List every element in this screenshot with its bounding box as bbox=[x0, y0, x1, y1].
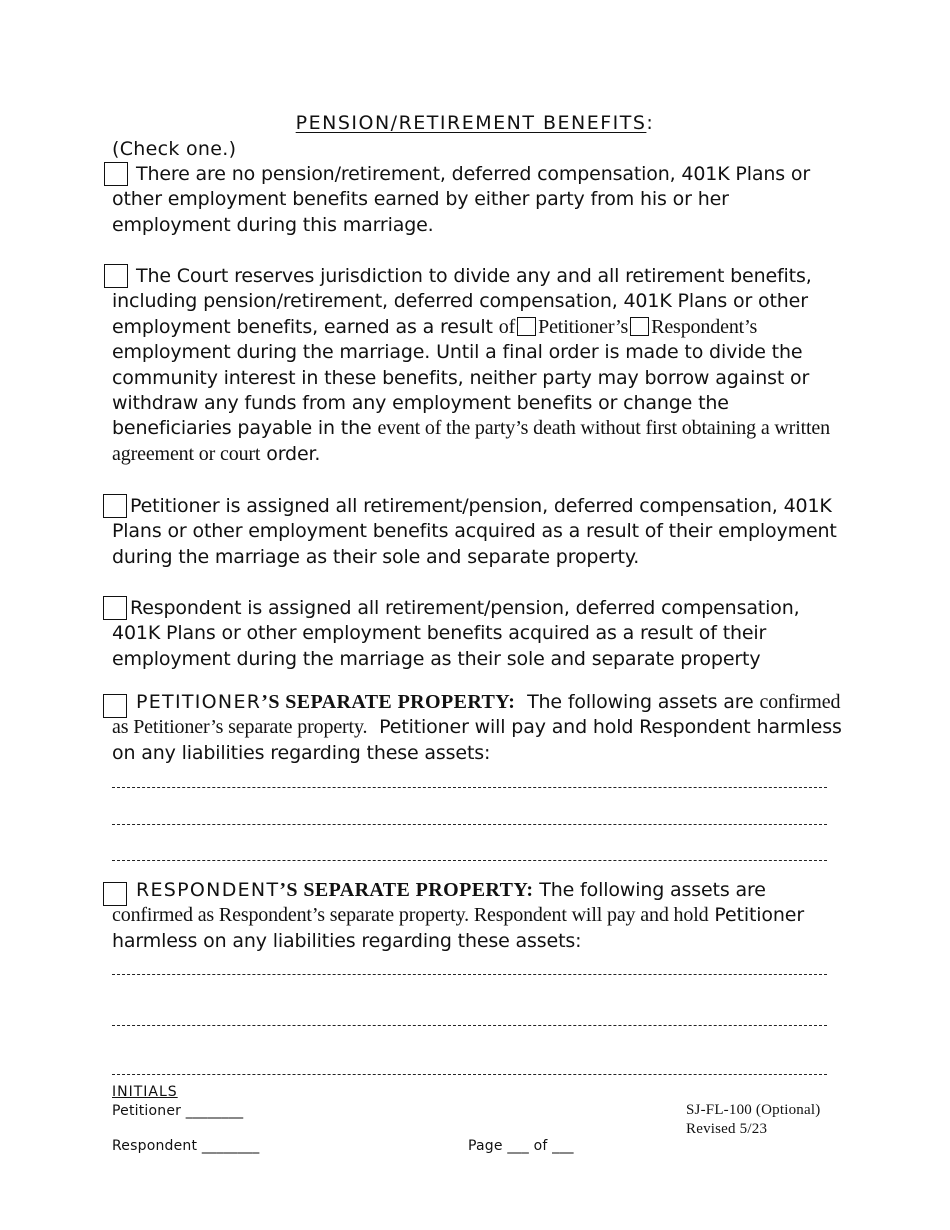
petitioner-property-title-caps: PETITIONER bbox=[136, 691, 262, 713]
court-reserves-part2: employment during the marriage. Until a final order is made to divide the community interest in these benefits, neither party may borrow against or withdraw any funds from any employment benefits or change the beneficiaries payable in the bbox=[112, 341, 810, 440]
respondent-property-rest: Petitioner harmless on any liabilities regarding these assets: bbox=[112, 904, 804, 952]
petitioner-asset-line-2[interactable] bbox=[112, 824, 827, 825]
respondent-property-confirmed: confirmed as Respondent’s separate property. Respondent will pay and hold bbox=[112, 904, 709, 927]
petitioners-employment-checkbox[interactable] bbox=[517, 317, 536, 336]
petitioner-assigned-text: Petitioner is assigned all retirement/pension, deferred compensation, 401K Plans or other employment benefits acquired as a result of their employment during the marriage as their sole and separate property. bbox=[112, 495, 837, 568]
respondent-asset-line-3[interactable] bbox=[112, 1074, 827, 1075]
check-one-instruction: (Check one.) bbox=[112, 138, 237, 160]
section-heading-text: PENSION/RETIREMENT BENEFITS bbox=[295, 112, 647, 134]
petitioners-label: Petitioner’s bbox=[538, 315, 629, 338]
respondent-property-title: ’S SEPARATE PROPERTY: bbox=[279, 879, 534, 901]
page-number: Page ___ of ___ bbox=[468, 1138, 574, 1154]
petitioner-asset-line-1[interactable] bbox=[112, 787, 827, 788]
court-reserves-part4: order. bbox=[266, 442, 321, 465]
petitioner-property-rest: Petitioner will pay and hold Respondent harmless on any liabilities regarding these assets: bbox=[112, 716, 842, 764]
respondent-property-title-caps: RESPONDENT bbox=[136, 879, 280, 901]
court-reserves-text bbox=[112, 264, 850, 467]
respondent-initials[interactable]: Respondent ________ bbox=[112, 1138, 260, 1154]
respondent-property-text bbox=[112, 878, 850, 954]
respondents-label: Respondent’s bbox=[651, 315, 758, 338]
respondents-employment-checkbox[interactable] bbox=[630, 317, 649, 336]
court-reserves-part1: The Court reserves jurisdiction to divide any and all retirement benefits, including pension/retirement, deferred compensation, 401K Plans or other employment benefits, earned as a result bbox=[112, 265, 812, 338]
respondent-property-line1: The following assets are bbox=[539, 879, 766, 901]
petitioner-property-text bbox=[112, 690, 850, 766]
respondent-asset-line-1[interactable] bbox=[112, 974, 827, 975]
petitioner-asset-line-3[interactable] bbox=[112, 860, 827, 861]
petitioner-property-confirmed: confirmed as Petitioner’s separate property. bbox=[112, 691, 841, 739]
petitioner-initials[interactable]: Petitioner ________ bbox=[112, 1103, 244, 1119]
petitioner-property-title: ’S SEPARATE PROPERTY: bbox=[261, 691, 516, 713]
section-heading bbox=[0, 112, 950, 134]
heading-colon: : bbox=[646, 112, 655, 134]
initials-label: INITIALS bbox=[112, 1084, 178, 1100]
petitioner-property-line1: The following assets are bbox=[527, 691, 754, 713]
court-reserves-part3: event of the party’s death without first obtaining a written agreement or court bbox=[112, 417, 830, 465]
revision-date: Revised 5/23 bbox=[686, 1121, 768, 1137]
no-benefits-text: There are no pension/retirement, deferred compensation, 401K Plans or other employment benefits earned by either party from his or her employment during this marriage. bbox=[112, 163, 811, 236]
form-id: SJ-FL-100 (Optional) bbox=[686, 1102, 821, 1118]
court-reserves-of: of bbox=[498, 315, 516, 338]
respondent-asset-line-2[interactable] bbox=[112, 1025, 827, 1026]
respondent-assigned-text: Respondent is assigned all retirement/pension, deferred compensation, 401K Plans or other employment benefits acquired as a result of their employment during the marriage as their sole and separate property bbox=[112, 597, 800, 670]
